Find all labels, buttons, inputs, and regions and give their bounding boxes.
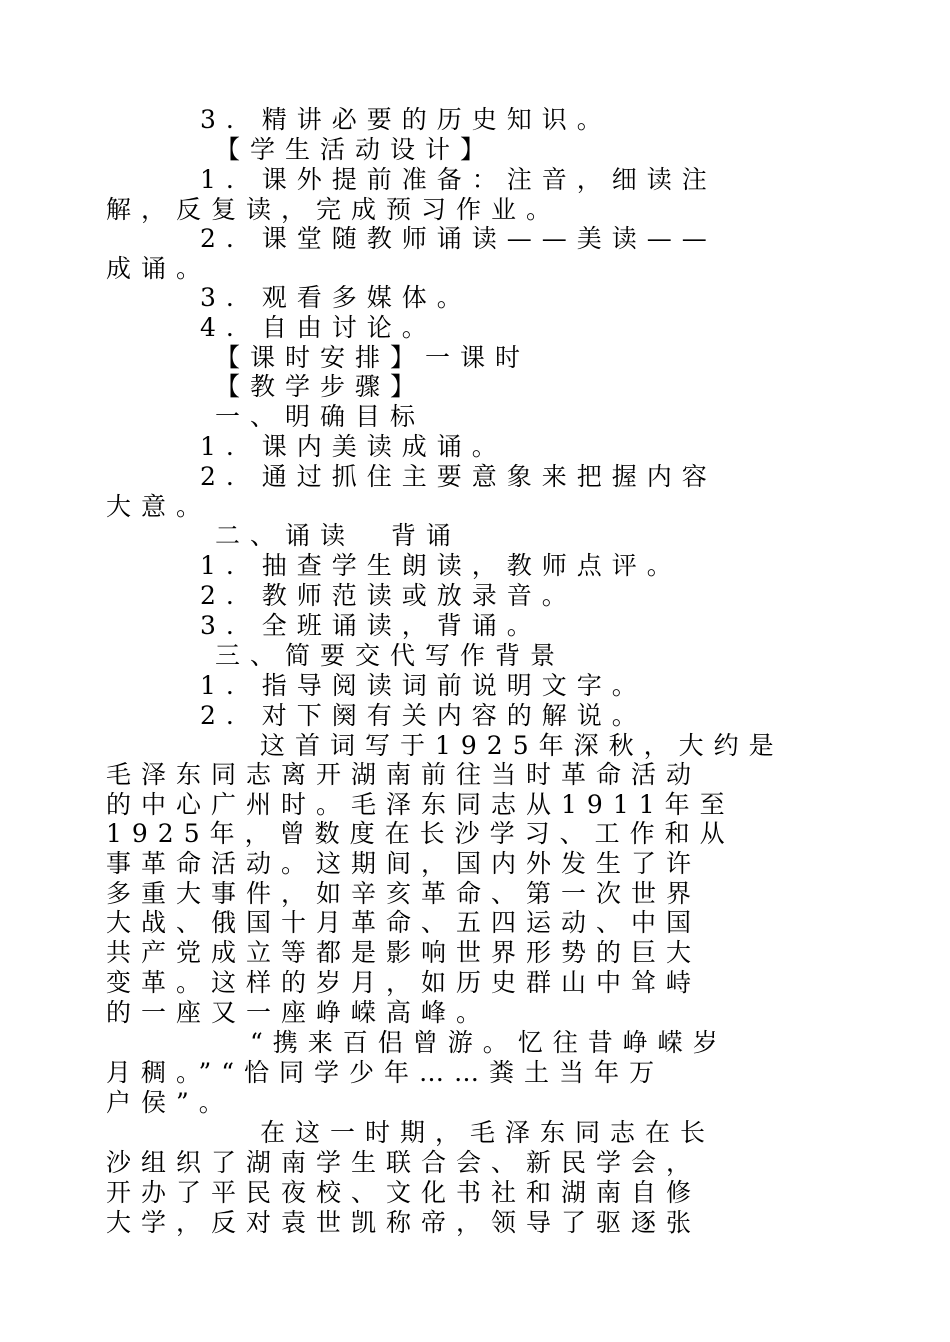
section-heading: 【学生活动设计】 — [215, 135, 496, 164]
paragraph-line: 多重大事件，如辛亥革命、第一次世界 — [106, 879, 702, 908]
paragraph-line: 在这一时期，毛泽东同志在长 — [260, 1118, 716, 1147]
text-line: 成诵。 — [106, 254, 212, 283]
paragraph-line: 变革。这样的岁月，如历史群山中耸峙 — [106, 968, 702, 997]
text-line: 大意。 — [106, 492, 212, 521]
text-line: 3. 精讲必要的历史知识。 — [200, 105, 612, 134]
paragraph-line: 这首词写于1925年深秋，大约是 — [260, 731, 784, 760]
text-line: 解，反复读，完成预习作业。 — [106, 195, 562, 224]
paragraph-line: 事革命活动。这期间，国内外发生了许 — [106, 849, 702, 878]
paragraph-line: 毛泽东同志离开湖南前往当时革命活动 — [106, 760, 702, 789]
paragraph-line: 大学，反对袁世凯称帝，领导了驱逐张 — [106, 1208, 702, 1237]
text-line: 2. 课堂随教师诵读——美读—— — [200, 224, 717, 253]
section-heading: 【教学步骤】 — [215, 372, 426, 401]
section-heading: 【课时安排】一课时 — [215, 343, 531, 372]
subsection-heading: 一、明确目标 — [215, 402, 426, 431]
text-line: 1. 课内美读成诵。 — [200, 432, 507, 461]
paragraph-line: “携来百侣曾游。忆往昔峥嵘岁 — [250, 1028, 728, 1057]
subsection-heading: 三、简要交代写作背景 — [215, 641, 566, 670]
text-line: 2. 通过抓住主要意象来把握内容 — [200, 462, 717, 491]
text-line: 2. 教师范读或放录音。 — [200, 581, 577, 610]
text-line: 1. 抽查学生朗读，教师点评。 — [200, 551, 682, 580]
paragraph-line: 的中心广州时。毛泽东同志从1911年至 — [106, 790, 735, 819]
subsection-heading: 二、诵读 背诵 — [215, 521, 461, 550]
paragraph-line: 的一座又一座峥嵘高峰。 — [106, 998, 492, 1027]
paragraph-line: 户侯”。 — [106, 1088, 234, 1117]
paragraph-line: 沙组织了湖南学生联合会、新民学会， — [106, 1148, 702, 1177]
paragraph-line: 开办了平民夜校、文化书社和湖南自修 — [106, 1178, 702, 1207]
text-line: 2. 对下阕有关内容的解说。 — [200, 701, 647, 730]
text-line: 1. 指导阅读词前说明文字。 — [200, 671, 647, 700]
paragraph-line: 月稠。”“恰同学少年……粪土当年万 — [106, 1058, 665, 1087]
text-line: 4. 自由讨论。 — [200, 313, 437, 342]
text-line: 3. 观看多媒体。 — [200, 283, 472, 312]
paragraph-line: 1925年，曾数度在长沙学习、工作和从 — [106, 819, 735, 848]
text-line: 3. 全班诵读，背诵。 — [200, 611, 542, 640]
paragraph-line: 大战、俄国十月革命、五四运动、中国 — [106, 908, 702, 937]
paragraph-line: 共产党成立等都是影响世界形势的巨大 — [106, 938, 702, 967]
text-line: 1. 课外提前准备：注音，细读注 — [200, 165, 717, 194]
